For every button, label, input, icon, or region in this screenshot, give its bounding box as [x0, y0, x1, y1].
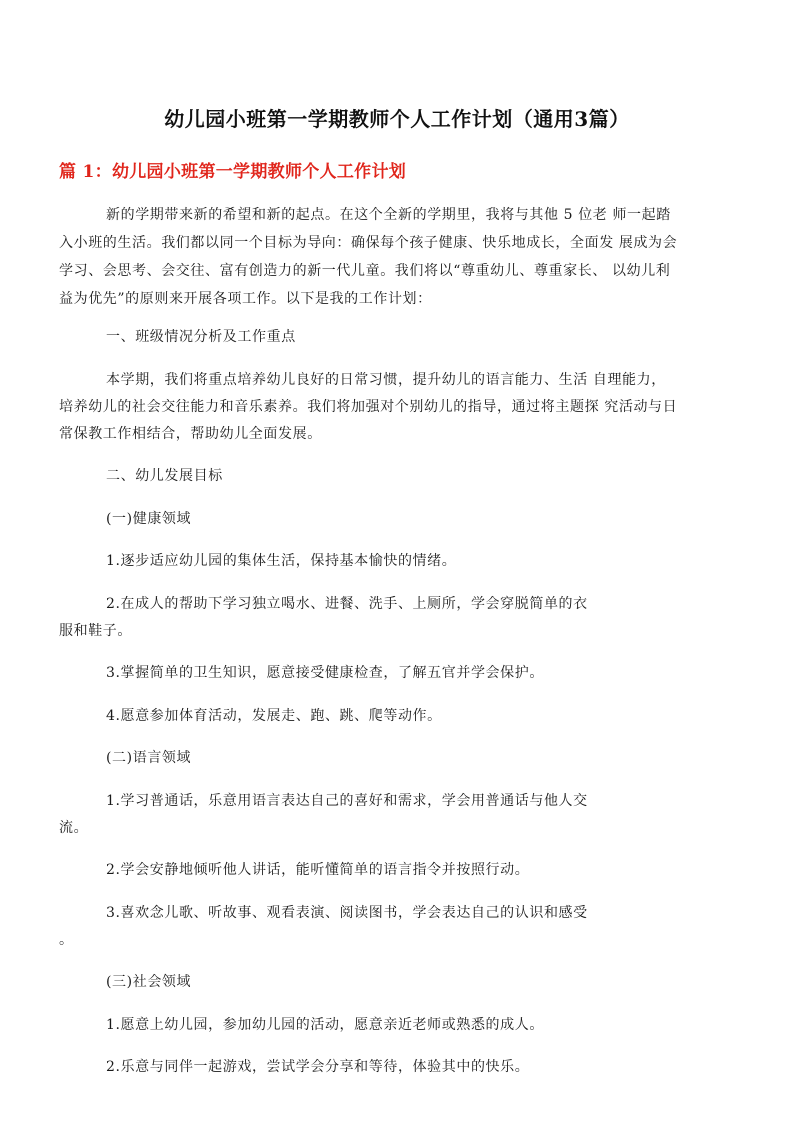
list-item: 2.学会安静地倾听他人讲话，能听懂简单的语言指令并按照行动。 [106, 862, 530, 878]
list-item: 1.逐步适应幼儿园的集体生活，保持基本愉快的情绪。 [106, 553, 457, 569]
subsection-heading: (二)语言领域 [106, 750, 192, 766]
paragraph-line: 培养幼儿的社会交往能力和音乐素养。我们将加强对个别幼儿的指导，通过将主题探 究活动与日 [59, 399, 678, 415]
list-item-continued: 。 [59, 932, 74, 948]
list-item: 4.愿意参加体育活动，发展走、跑、跳、爬等动作。 [106, 708, 442, 724]
paragraph-line: 学习、会思考、会交往、富有创造力的新一代儿童。我们将以“尊重幼儿、尊重家长、 以幼儿利 [59, 263, 671, 279]
paragraph-line: 新的学期带来新的希望和新的起点。在这个全新的学期里，我将与其他 5 位老 师一起踏 [106, 207, 671, 223]
list-item: 2.在成人的帮助下学习独立喝水、进餐、洗手、上厕所，学会穿脱简单的衣 [106, 596, 588, 612]
paragraph-line: 益为优先”的原则来开展各项工作。以下是我的工作计划： [59, 291, 432, 307]
list-item: 3.喜欢念儿歌、听故事、观看表演、阅读图书，学会表达自己的认识和感受 [106, 905, 588, 921]
list-item: 2.乐意与同伴一起游戏，尝试学会分享和等待，体验其中的快乐。 [106, 1059, 530, 1075]
paragraph-line: 入小班的生活。我们都以同一个目标为导向：确保每个孩子健康、快乐地成长，全面发 展成为会 [59, 235, 678, 251]
list-item-continued: 服和鞋子。 [59, 623, 132, 639]
subsection-heading: (三)社会领域 [106, 974, 192, 990]
list-item: 3.掌握简单的卫生知识，愿意接受健康检查，了解五官并学会保护。 [106, 665, 544, 681]
list-item-continued: 流。 [59, 820, 89, 836]
list-item: 1.愿意上幼儿园，参加幼儿园的活动，愿意亲近老师或熟悉的成人。 [106, 1017, 544, 1033]
section-heading-line: 一、班级情况分析及工作重点 [106, 329, 296, 345]
subsection-heading: (一)健康领域 [106, 511, 192, 527]
paragraph-line: 常保教工作相结合，帮助幼儿全面发展。 [59, 426, 322, 442]
section-heading: 篇 1：幼儿园小班第一学期教师个人工作计划 [59, 162, 407, 182]
paragraph-line: 本学期，我们将重点培养幼儿良好的日常习惯，提升幼儿的语言能力、生活 自理能力， [106, 372, 666, 388]
section-heading-line: 二、幼儿发展目标 [106, 468, 223, 484]
document-title: 幼儿园小班第一学期教师个人工作计划（通用3篇） [164, 107, 630, 131]
list-item: 1.学习普通话，乐意用语言表达自己的喜好和需求，学会用普通话与他人交 [106, 793, 588, 809]
